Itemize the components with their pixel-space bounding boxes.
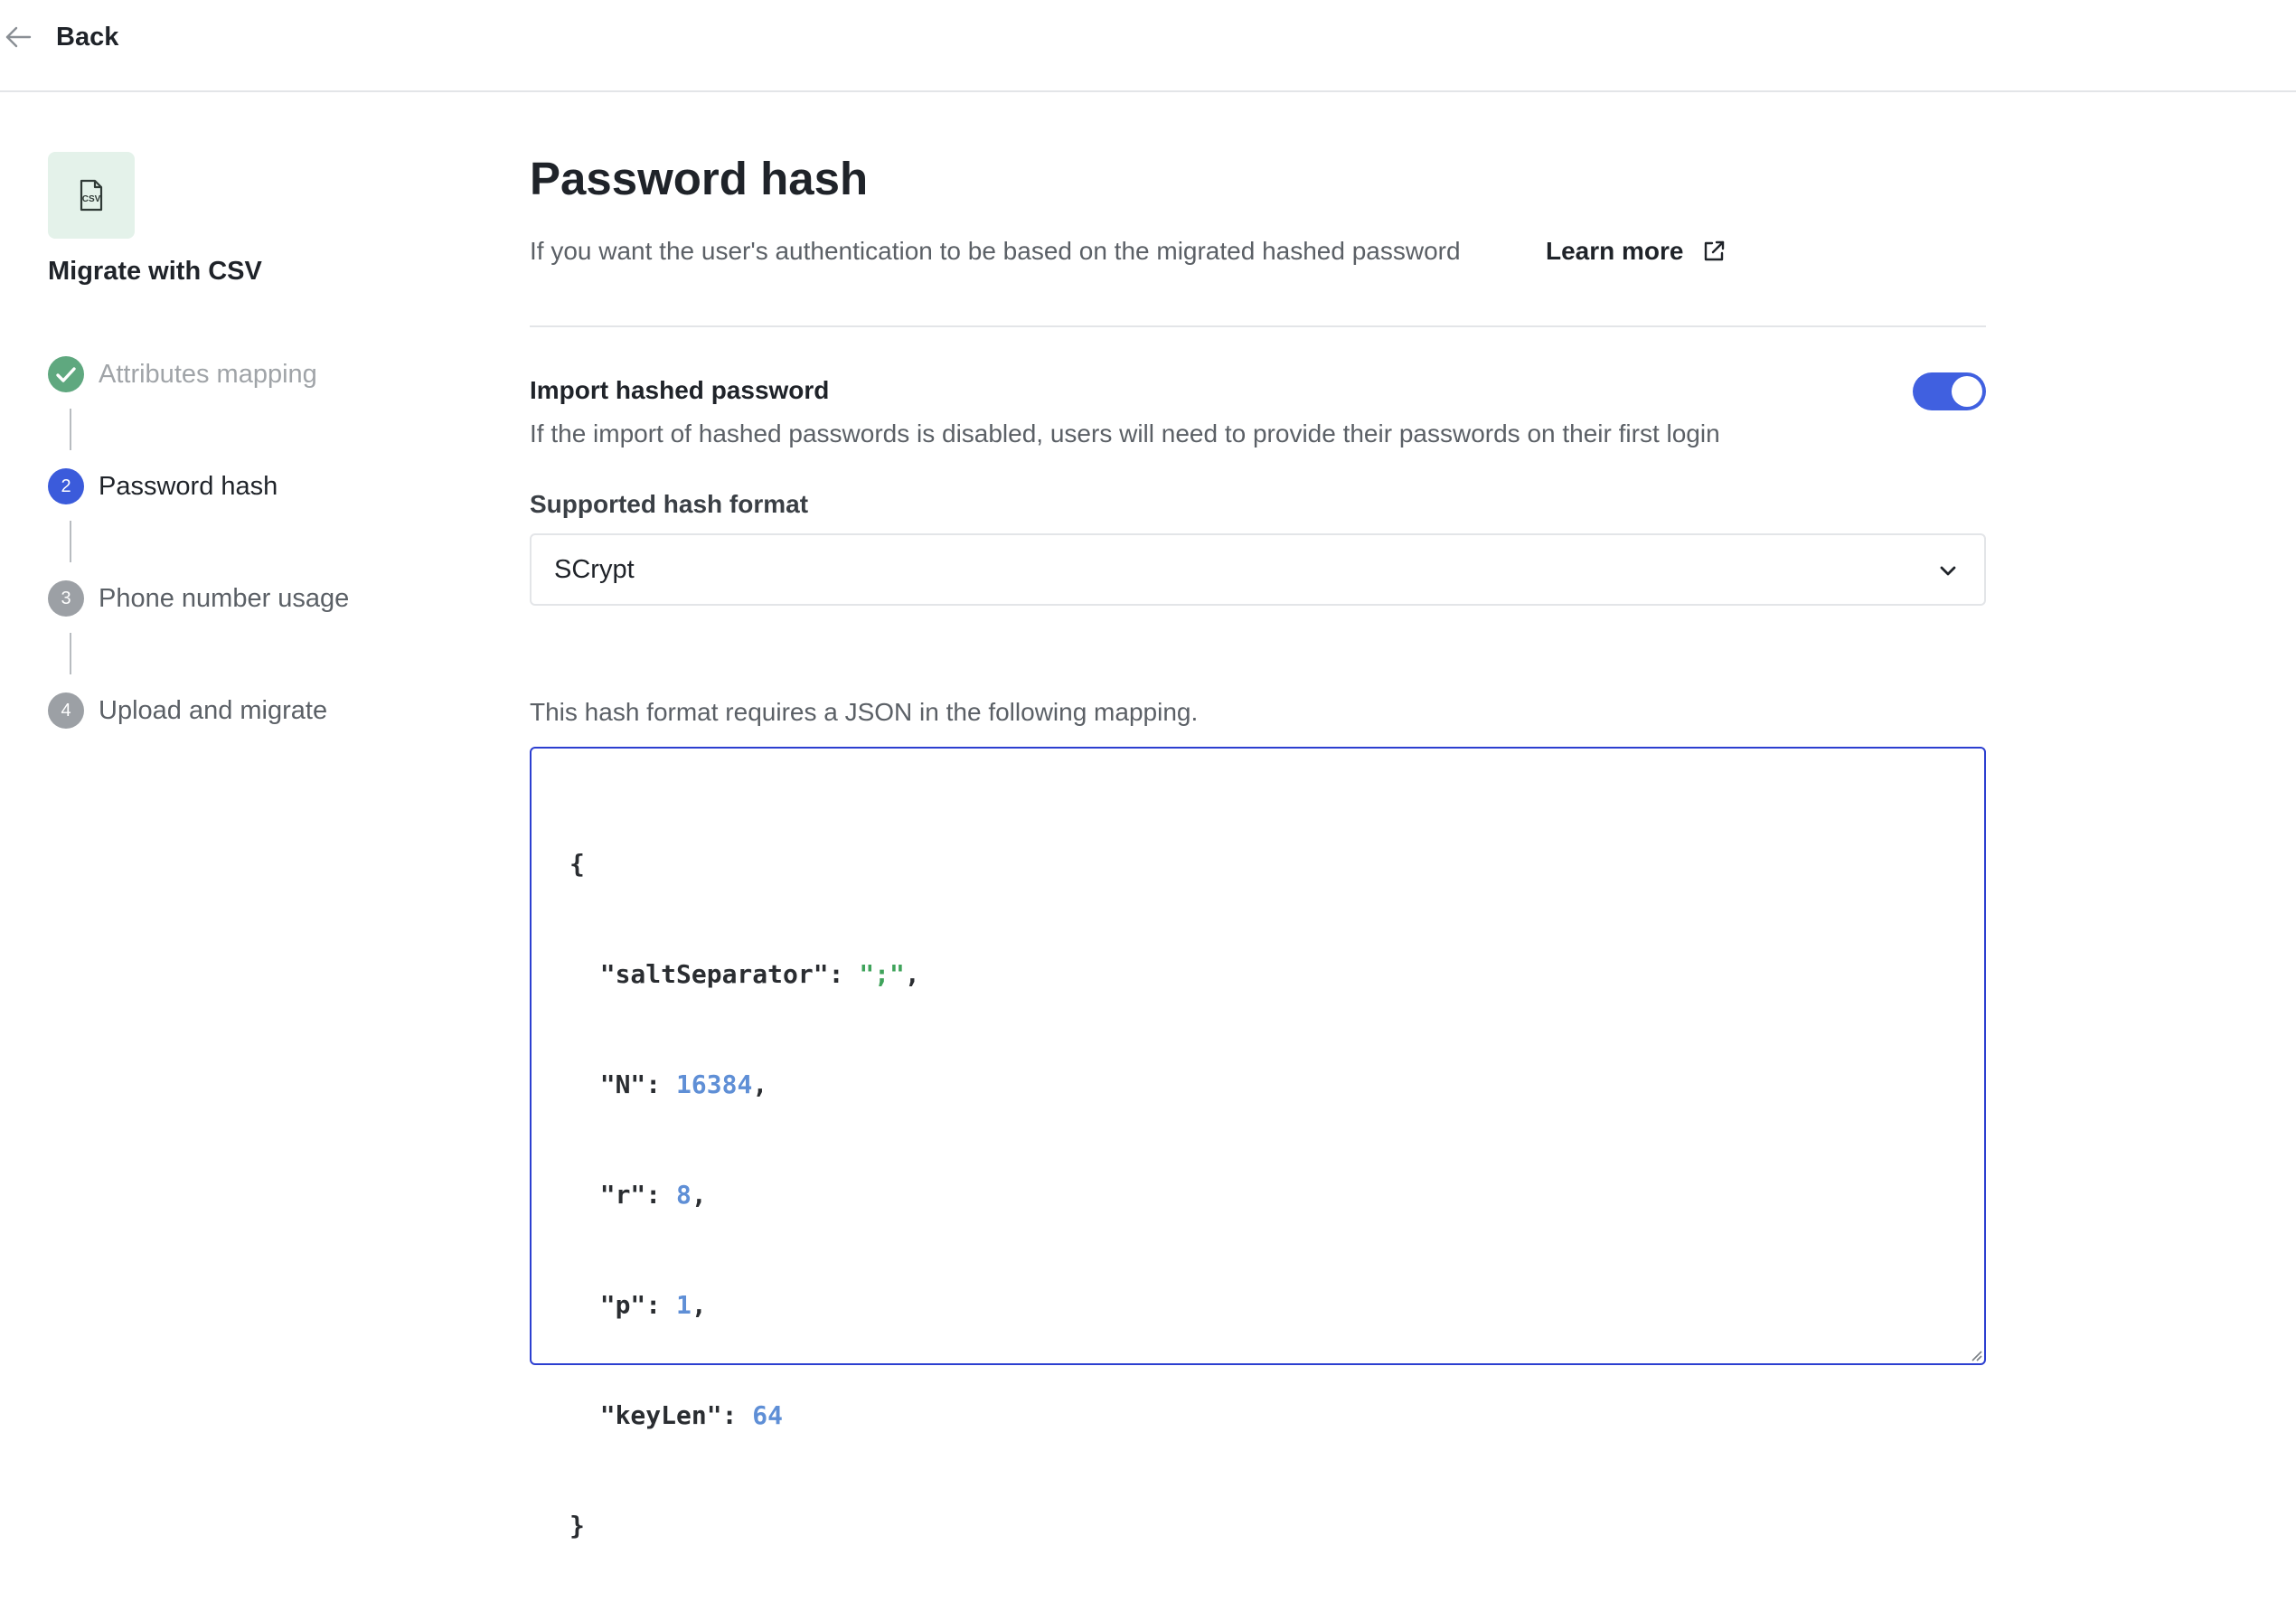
- json-value: 64: [752, 1400, 784, 1430]
- json-value: ";": [859, 959, 905, 989]
- step-label: Attributes mapping: [99, 359, 317, 389]
- code-line: "keyLen": 64: [599, 1400, 784, 1430]
- step-label: Password hash: [99, 471, 278, 501]
- step-check-icon: [48, 356, 84, 392]
- step-phone-number-usage[interactable]: [48, 580, 349, 617]
- csv-file-icon: [73, 177, 109, 213]
- step-connector: [70, 409, 71, 450]
- json-key: "saltSeparator": [599, 959, 829, 989]
- json-key: "keyLen": [599, 1400, 722, 1430]
- step-password-hash[interactable]: [48, 468, 278, 504]
- json-key: "p": [599, 1290, 646, 1320]
- step-connector: [70, 521, 71, 562]
- page-title: Password hash: [530, 153, 869, 204]
- csv-file-tile: [48, 152, 135, 239]
- back-label: Back: [56, 22, 119, 52]
- json-close-brace: }: [569, 1511, 585, 1540]
- toggle-knob: [1952, 376, 1982, 407]
- code-line: "r": 8,: [599, 1180, 707, 1210]
- learn-more-link[interactable]: [1546, 237, 1727, 266]
- code-line: "N": 16384,: [599, 1069, 768, 1099]
- json-comma: ,: [691, 1180, 707, 1210]
- step-label: Phone number usage: [99, 583, 350, 613]
- step-number-badge: 2: [48, 468, 84, 504]
- json-comma: ,: [691, 1290, 707, 1320]
- json-key: "r": [599, 1180, 646, 1210]
- import-hashed-password-toggle[interactable]: [1913, 372, 1986, 410]
- json-comma: ,: [752, 1069, 768, 1099]
- sidebar-title: Migrate with CSV: [48, 257, 262, 286]
- json-comma: ,: [904, 959, 920, 989]
- step-connector: [70, 633, 71, 674]
- page-subtitle: If you want the user's authentication to be based on the migrated hashed password: [530, 237, 1461, 265]
- code-line: [569, 1501, 920, 1551]
- resize-handle-icon[interactable]: [1968, 1347, 1982, 1361]
- chevron-down-icon: [1937, 560, 1959, 581]
- csv-tile-text: CSV: [81, 194, 101, 204]
- hash-format-select[interactable]: [530, 533, 1986, 606]
- step-attributes-mapping[interactable]: [48, 356, 317, 392]
- hash-format-value: SCrypt: [554, 555, 635, 584]
- json-value: 8: [676, 1180, 692, 1210]
- json-mapping-hint: This hash format requires a JSON in the following mapping.: [530, 698, 1199, 726]
- json-key: "N": [599, 1069, 646, 1099]
- external-link-icon: [1700, 238, 1727, 265]
- code-line: [569, 839, 920, 890]
- code-line: "saltSeparator": ";",: [599, 959, 920, 989]
- arrow-left-icon: [4, 23, 33, 52]
- import-hashed-password-title: Import hashed password: [530, 376, 830, 404]
- section-divider: [530, 325, 1986, 327]
- step-number-badge: 3: [48, 580, 84, 617]
- json-code: [569, 779, 920, 1611]
- step-number-badge: 4: [48, 692, 84, 729]
- top-bar: [0, 0, 2296, 92]
- step-label: Upload and migrate: [99, 695, 328, 725]
- hash-format-label: Supported hash format: [530, 490, 809, 518]
- json-open-brace: {: [569, 849, 585, 879]
- learn-more-label: Learn more: [1546, 237, 1684, 265]
- code-line: "p": 1,: [599, 1290, 707, 1320]
- json-value: 16384: [676, 1069, 753, 1099]
- back-button[interactable]: [4, 14, 118, 60]
- json-mapping-editor[interactable]: [530, 747, 1986, 1540]
- import-hashed-password-description: If the import of hashed passwords is disabled, users will need to provide their passwords on their first login: [530, 419, 1720, 448]
- json-value: 1: [676, 1290, 692, 1320]
- step-upload-and-migrate[interactable]: [48, 692, 327, 729]
